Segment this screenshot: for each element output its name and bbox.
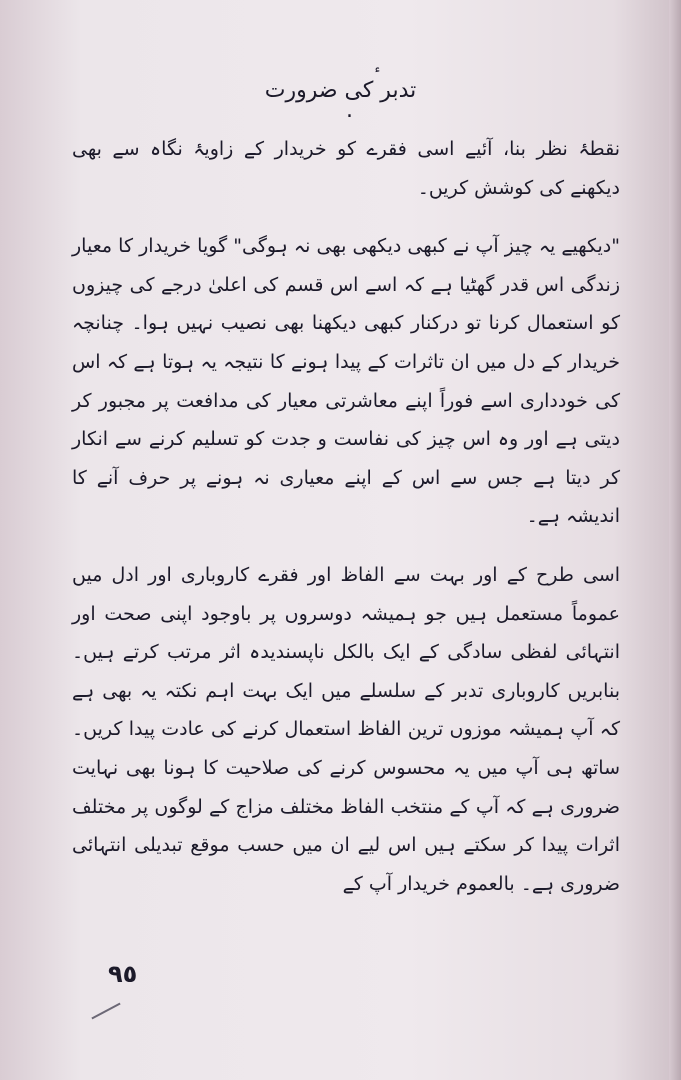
pen-scratch: [91, 1003, 120, 1020]
paragraph-1: نقطۂ نظر بنا، آئیے اسی فقرے کو خریدار کے زاویۂ نگاہ سے بھی دیکھنے کی کوشش کریں۔: [72, 138, 620, 199]
page-number: ٩٥: [108, 960, 138, 988]
paragraph-2: "دیکھیے یہ چیز آپ نے کبھی دیکھی بھی نہ ہوگی" گویا خریدار کا معیار زندگی اس قدر گھٹیا ہے کہ اسے اس قسم کی اعلیٰ درجے کی چیزوں کو استعمال کرنا تو درکنار کبھی دیکھنا بھی نصیب نہیں ہوا۔ چنانچہ خریدار کے دل میں ان تاثرات کے پیدا ہونے کا نتیجہ یہ ہوتا ہے کہ اس کی خودداری اسے فوراً اپنے معاشرتی معیار کی مدافعت پر مجبور کر دیتی ہے اور وہ اس چیز کی نفاست و جدت کو تسلیم کرنے سے انکار کر دیتا ہے جس سے اس کے اپنے معیاری نہ ہونے پر حرف آنے کا اندیشہ ہے۔: [72, 235, 620, 528]
body-text: [72, 130, 620, 903]
page-heading: تدبر کی ضرورت: [264, 78, 417, 103]
page-edge-shadow: [669, 0, 681, 1080]
paragraph-3: اسی طرح کے اور بہت سے الفاظ اور فقرے کاروباری اور ادل میں عموماً مستعمل ہیں جو ہمیشہ دوسروں پر باوجود اپنی صحت اور انتہائی لفظی سادگی کے ایک بالکل ناپسندیدہ اثر مرتب کرتے ہیں۔ بنابریں کاروباری تدبر کے سلسلے میں ایک بہت اہم نکتہ یہ بھی ہے کہ آپ ہمیشہ موزوں ترین الفاظ استعمال کرنے کی عادت پیدا کریں۔ ساتھ ہی آپ میں یہ محسوس کرنے کی صلاحیت کا ہونا بھی نہایت ضروری ہے کہ آپ کے منتخب الفاظ مختلف مزاج کے لوگوں پر مختلف اثرات پیدا کر سکتے ہیں اس لیے ان میں حسب موقع تبدیلی انتہائی ضروری ہے۔ بالعموم خریدار آپ کے: [72, 563, 620, 895]
ink-dot: .: [346, 98, 353, 123]
